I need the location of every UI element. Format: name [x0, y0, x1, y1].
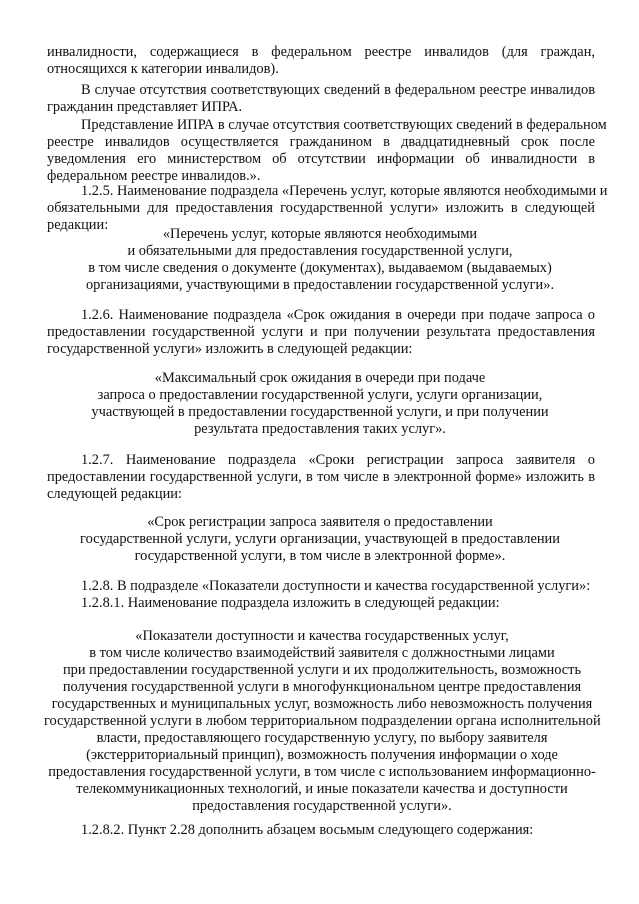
- text-line: обязательными для предоставления государственной услуги» изложить в следующей: [47, 200, 595, 216]
- text-line: 1.2.8.1. Наименование подраздела изложить в следующей редакции:: [81, 595, 500, 611]
- text-line: предоставлении государственной услуги и при получении результата предоставления: [47, 324, 595, 340]
- text-line: и обязательными для предоставления государственной услуги,: [127, 243, 513, 259]
- text-line: гражданин представляет ИПРА.: [47, 99, 243, 115]
- text-line: Представление ИПРА в случае отсутствия соответствующих сведений в федеральном: [81, 117, 607, 133]
- text-line: предоставления государственной услуги, в том числе с использованием информационно-: [48, 764, 596, 780]
- paragraph-1-2-8: [47, 578, 595, 595]
- text-line: государственных и муниципальных услуг, возможность либо невозможность получения: [51, 696, 593, 712]
- paragraph-ipra-absence: [47, 82, 595, 116]
- text-line: в том числе сведения о документе (документах), выдаваемом (выдаваемых): [88, 260, 552, 276]
- text-line: власти, предоставляющего государственную услугу, по выбору заявителя: [96, 730, 548, 746]
- text-line: запроса о предоставлении государственной услуги, услуги организации,: [97, 387, 543, 403]
- text-line: предоставления государственной услуги».: [192, 798, 452, 814]
- text-line: 1.2.8.2. Пункт 2.28 дополнить абзацем восьмым следующего содержания:: [81, 822, 534, 838]
- text-line: «Перечень услуг, которые являются необходимыми: [162, 226, 478, 242]
- text-line: федеральном реестре инвалидов.».: [47, 168, 261, 184]
- text-line: относящихся к категории инвалидов).: [47, 61, 279, 77]
- text-line: участвующей в предоставлении государственной услуги, и при получении: [91, 404, 549, 420]
- quote-waiting-time: [60, 370, 580, 438]
- text-line: при предоставлении государственной услуги и их продолжительность, возможность: [62, 662, 582, 678]
- text-line: государственной услуги, в том числе в электронной форме».: [134, 548, 506, 564]
- text-line: следующей редакции:: [47, 486, 182, 502]
- text-line: «Максимальный срок ожидания в очереди при подаче: [154, 370, 486, 386]
- paragraph-ipra-submission: [47, 117, 607, 185]
- text-line: результата предоставления таких услуг».: [194, 421, 446, 437]
- text-line: государственной услуги, услуги организации, участвующей в предоставлении: [80, 531, 560, 547]
- paragraph-1-2-8-2: [47, 822, 595, 839]
- text-line: 1.2.7. Наименование подраздела «Сроки регистрации запроса заявителя о: [81, 452, 595, 468]
- quote-services-list: [60, 226, 580, 294]
- text-line: в том числе количество взаимодействий заявителя с должностными лицами: [89, 645, 555, 661]
- text-line: инвалидности, содержащиеся в федеральном реестре инвалидов (для граждан,: [47, 44, 595, 60]
- quote-registration-period: [60, 514, 580, 565]
- text-line: реестре инвалидов осуществляется гражданином в двадцатидневный срок после: [47, 134, 595, 150]
- text-line: государственной услуги» изложить в следующей редакции:: [47, 341, 413, 357]
- text-line: телекоммуникационных технологий, и иные показатели качества и доступности: [76, 781, 568, 797]
- text-line: получения государственной услуги в многофункциональном центре предоставления: [62, 679, 582, 695]
- text-line: уведомления его министерством об отсутствии информации об инвалидности в: [47, 151, 595, 167]
- text-line: 1.2.5. Наименование подраздела «Перечень услуг, которые являются необходимыми и: [81, 183, 608, 199]
- text-line: «Показатели доступности и качества государственных услуг,: [135, 628, 509, 644]
- paragraph-1-2-8-1: [47, 595, 595, 612]
- text-line: организациями, участвующими в предоставлении государственной услуги».: [85, 277, 555, 293]
- quote-accessibility-indicators: [44, 628, 600, 815]
- paragraph-1-2-7: [47, 452, 595, 503]
- text-line: «Срок регистрации запроса заявителя о предоставлении: [147, 514, 493, 530]
- text-line: В случае отсутствия соответствующих сведений в федеральном реестре инвалидов: [81, 82, 595, 98]
- text-line: 1.2.6. Наименование подраздела «Срок ожидания в очереди при подаче запроса о: [81, 307, 595, 323]
- text-line: 1.2.8. В подразделе «Показатели доступности и качества государственной услуги»:: [81, 578, 591, 594]
- paragraph-disability-registry: [47, 44, 595, 78]
- text-line: (экстерриториальный принцип), возможность получения информации о ходе: [86, 747, 558, 763]
- paragraph-1-2-6: [47, 307, 595, 358]
- text-line: предоставлении государственной услуги, в том числе в электронной форме» изложить в: [47, 469, 595, 485]
- text-line: редакции:: [47, 217, 109, 233]
- text-line: государственной услуги в любом территориальном подразделении органа исполнительной: [44, 713, 601, 729]
